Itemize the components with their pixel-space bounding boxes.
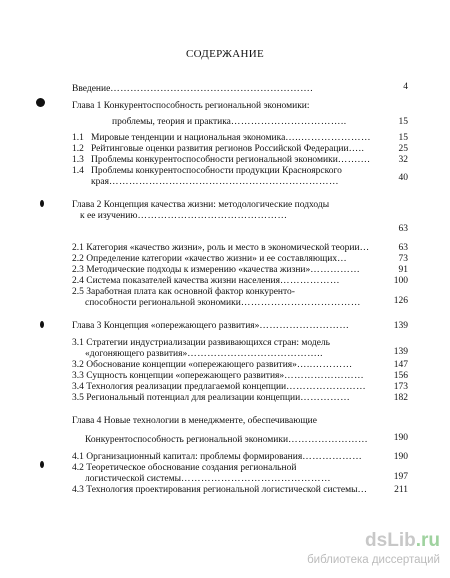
toc-leader-dots: ……………	[310, 265, 361, 275]
toc-page-number: 73	[398, 254, 408, 264]
toc-entry[interactable]	[72, 382, 366, 393]
toc-leader-dots: …	[359, 243, 370, 253]
toc-leader-dots: …………………………………………………….	[110, 84, 314, 94]
toc-leader-dots: ……………………………………………………………	[108, 177, 339, 187]
toc-entry-title: логистической системы	[85, 474, 181, 484]
toc-entry[interactable]	[80, 211, 287, 222]
toc-entry[interactable]	[72, 393, 350, 404]
toc-entry[interactable]	[85, 435, 368, 446]
toc-page-number: 156	[393, 371, 408, 381]
toc-entry-title: 3.5 Региональный потенциал для реализации концепции	[72, 393, 301, 403]
toc-entry[interactable]	[112, 117, 347, 128]
toc-entry-title: Глава 2 Концепция качества жизни: методологические подходы	[72, 200, 330, 210]
toc-entry[interactable]	[72, 416, 317, 427]
toc-entry-title: 3.4 Технология реализации предлагаемой концепции	[72, 382, 287, 392]
toc-entry[interactable]	[85, 474, 331, 485]
toc-page-number: 91	[398, 265, 408, 275]
toc-entry-title: края	[91, 177, 109, 187]
toc-page-number: 139	[393, 347, 408, 357]
toc-page-number: 25	[398, 144, 408, 154]
toc-entry[interactable]	[72, 287, 295, 298]
toc-entry[interactable]	[72, 276, 340, 287]
toc-page-number: 182	[393, 393, 408, 403]
toc-entry-title: «догоняющего развития»	[85, 349, 188, 359]
toc-entry[interactable]	[72, 371, 364, 382]
toc-entry[interactable]	[72, 338, 330, 349]
toc-entry[interactable]	[91, 144, 364, 155]
toc-leader-dots: ……………………	[286, 382, 367, 392]
toc-page-number: 211	[394, 485, 408, 495]
scan-speck	[40, 461, 44, 468]
toc-entry[interactable]	[85, 349, 323, 360]
toc-leader-dots: ………………………………	[240, 298, 361, 308]
toc-entry-title: Проблемы конкурентоспособности региональной экономики	[91, 155, 338, 165]
toc-entry[interactable]	[72, 463, 296, 474]
toc-entry-number: 1.3	[72, 155, 84, 165]
toc-entry[interactable]	[91, 177, 339, 188]
toc-entry[interactable]	[72, 321, 349, 332]
toc-entry-title: 2.1 Категория «качество жизни», роль и место в экономической теории	[72, 243, 360, 253]
toc-entry[interactable]	[72, 254, 347, 265]
toc-entry-title: 3.3 Сущность концепции «опережающего развития»	[72, 371, 285, 381]
page-title: СОДЕРЖАНИЕ	[185, 48, 265, 60]
toc-leader-dots: ………………	[279, 276, 340, 286]
toc-entry[interactable]	[72, 200, 329, 211]
toc-entry-title: Глава 3 Концепция «опережающего развития»	[72, 321, 260, 331]
toc-leader-dots: …..	[348, 144, 365, 154]
toc-page-number: 197	[393, 472, 408, 482]
toc-entry-title: проблемы, теория и практика	[112, 117, 231, 127]
toc-leader-dots: ………………………………………	[181, 474, 331, 484]
toc-leader-dots: …..…………………	[285, 133, 372, 143]
toc-page-number: 100	[393, 276, 408, 286]
toc-page-number: 190	[393, 452, 408, 462]
toc-entry-title: Конкурентоспособность региональной экономики	[85, 435, 289, 445]
scan-speck	[40, 200, 44, 207]
toc-leader-dots: …………………………………..	[187, 349, 324, 359]
toc-page-number: 32	[398, 155, 408, 165]
toc-entry-title: Глава 1 Конкурентоспособность региональной экономики:	[72, 101, 310, 111]
toc-entry-title: 4.2 Теоретическое обоснование создания региональной	[72, 463, 297, 473]
toc-page-number: 4	[403, 82, 408, 92]
toc-entry[interactable]	[91, 155, 371, 166]
toc-leader-dots: …….…	[337, 155, 371, 165]
toc-page-number: 63	[398, 243, 408, 253]
toc-entry[interactable]	[72, 485, 368, 496]
toc-entry[interactable]	[72, 452, 362, 463]
toc-page-number: 126	[393, 296, 408, 306]
toc-entry-title: 4.1 Организационный капитал: проблемы формирования	[72, 452, 303, 462]
toc-entry[interactable]	[72, 265, 360, 276]
toc-entry-title: 3.2 Обоснование концепции «опережающего развития»	[72, 360, 297, 370]
toc-leader-dots: ………………………	[259, 321, 350, 331]
toc-page-number: 173	[393, 382, 408, 392]
toc-entry[interactable]	[91, 133, 371, 144]
toc-entry-title: 2.2 Определение категории «качество жизни» и ее составляющих	[72, 254, 338, 264]
toc-entry-number: 1.4	[72, 166, 84, 176]
toc-entry[interactable]	[72, 243, 370, 254]
watermark-logo: dsLib.ru	[365, 530, 440, 551]
toc-entry-title: 2.4 Система показателей качества жизни населения	[72, 276, 280, 286]
toc-leader-dots: ……………………	[288, 435, 369, 445]
toc-entry[interactable]	[72, 360, 353, 371]
toc-leader-dots: ………………	[302, 452, 363, 462]
toc-leader-dots: ……………	[300, 393, 351, 403]
toc-entry[interactable]	[85, 298, 361, 309]
toc-leader-dots: ………………………………………	[137, 211, 288, 221]
toc-entry-title: Проблемы конкурентоспособности продукции Красноярского	[91, 166, 342, 176]
toc-entry[interactable]	[72, 101, 310, 112]
scan-speck	[40, 321, 44, 328]
toc-entry-title: способности региональной экономики	[85, 298, 241, 308]
toc-entry-title: Мировые тенденции и национальная экономика	[91, 133, 286, 143]
toc-page-number: 63	[398, 224, 408, 234]
toc-page-number: 15	[398, 117, 408, 127]
toc-page-number: 139	[393, 321, 408, 331]
toc-entry[interactable]	[91, 166, 342, 177]
toc-page-number: 15	[398, 133, 408, 143]
toc-page-number: 147	[393, 360, 408, 370]
toc-entry-title: 2.3 Методические подходы к измерению «качества жизни»	[72, 265, 311, 275]
watermark-subtitle: библиотека диссертаций	[307, 554, 440, 566]
toc-entry-title: 2.5 Заработная плата как основной фактор конкуренто-	[72, 287, 295, 297]
watermark	[290, 530, 440, 570]
scan-speck	[36, 98, 45, 107]
toc-page-number: 190	[393, 433, 408, 443]
toc-leader-dots: ……………………	[284, 371, 365, 381]
toc-page-number: 40	[398, 173, 408, 183]
toc-entry-title: 3.1 Стратегии индустриализации развивающихся стран: модель	[72, 338, 331, 348]
toc-entry-title: Рейтинговые оценки развития регионов Российской Федерации	[91, 144, 349, 154]
toc-leader-dots: ……………………………..	[230, 117, 347, 127]
toc-entry-title: 4.3 Технология проектирования региональной логистической системы	[72, 485, 358, 495]
toc-leader-dots: …	[337, 254, 348, 264]
toc-entry-title: Введение	[72, 84, 111, 94]
toc-entry-number: 1.1	[72, 133, 84, 143]
toc-entry[interactable]	[72, 84, 313, 95]
toc-leader-dots: …	[357, 485, 368, 495]
toc-entry-number: 1.2	[72, 144, 84, 154]
toc-entry-title: к ее изучению	[80, 211, 138, 221]
toc-leader-dots: …..…………	[296, 360, 353, 370]
toc-entry-title: Глава 4 Новые технологии в менеджменте, обеспечивающие	[72, 416, 317, 426]
